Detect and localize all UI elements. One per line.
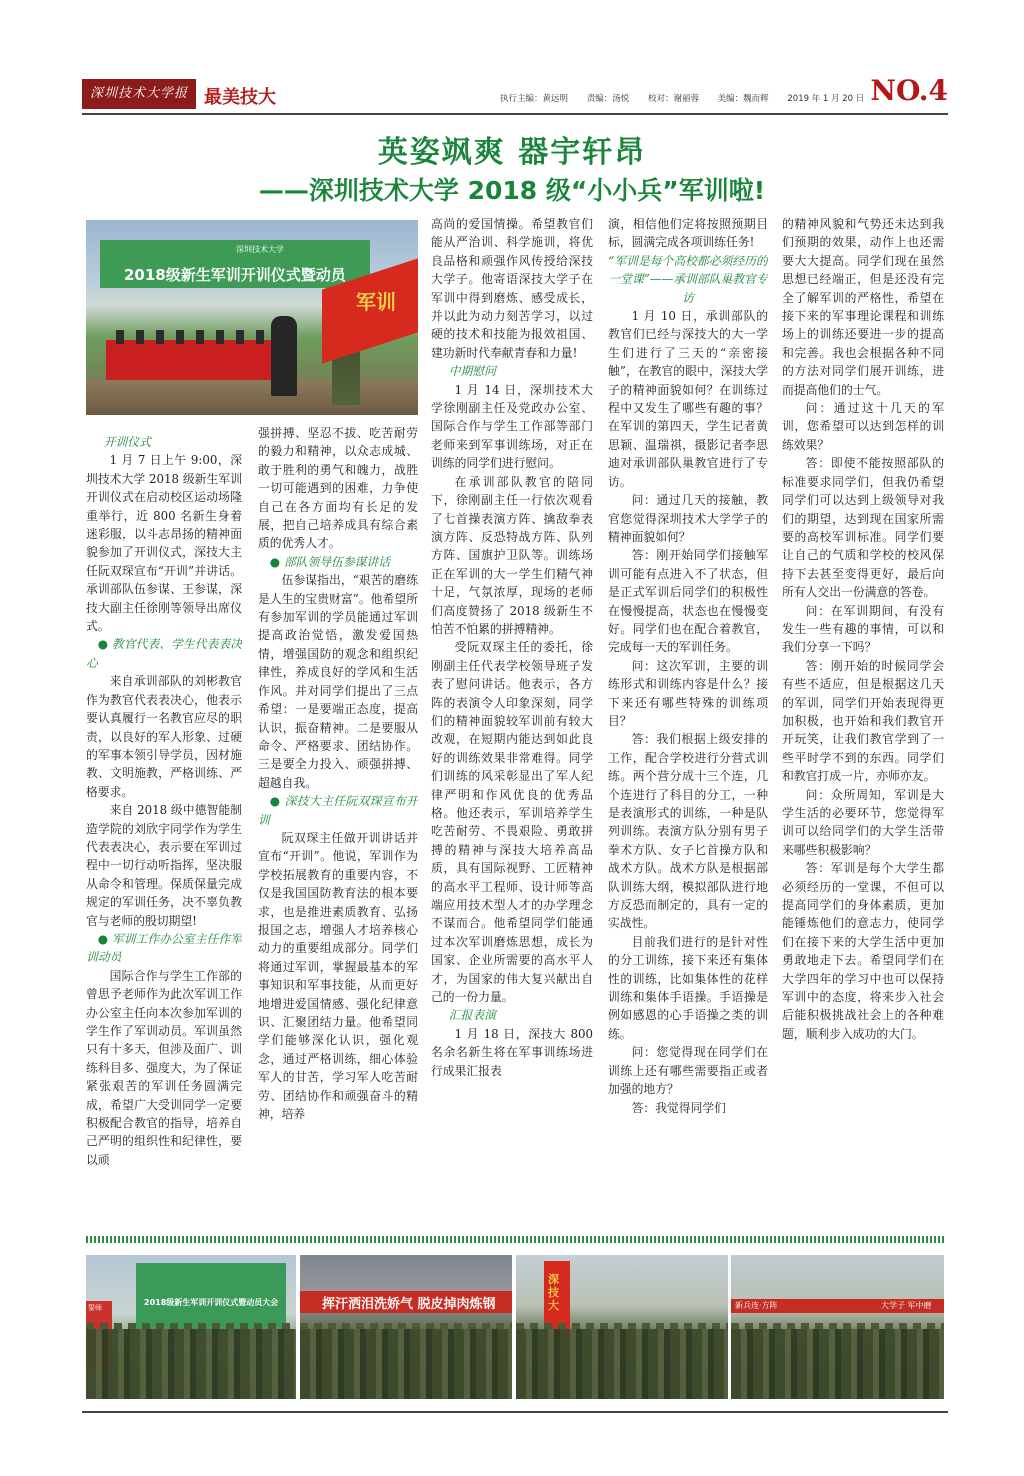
photo-board-text: 2018级新生军训开训仪式暨动员大会 — [144, 1298, 279, 1307]
bullet-dot-icon: ● — [97, 637, 109, 652]
paragraph: 目前我们进行的是针对性的分工训练，接下来还有集体性的训练，比如集体性的花样训练和集体手语操。手语操是例如感恩的心手语操之类的训练。 — [608, 934, 768, 1041]
issue-date: 2019 年 1 月 20 日 — [787, 94, 865, 104]
subheading-text: 教官代表、学生代表表决心 — [86, 637, 242, 670]
paragraph: 受阮双琛主任的委托，徐刚副主任代表学校领导班子发表了慰问讲话。他表示，各方阵的表演令人印象深刻，同学们的精神面貌较军训前有较大改观，在短期内能达到如此良好的训练效果非常难得。同学们训练的风采彰显出了军人纪律严明和作风优良的优秀品格。他还表示，军训培养学生吃苦耐劳、不畏艰险、勇敢拼搏的精神与深技大培养高品质，具有国际视野、工匠精神的高水平工程师、设计师等高端应用技术型人才的办学理念不谋而合。他希望同学们能通过本次军训磨炼思想，成长为国家、企业所需要的高水平人才，为国家的伟大复兴献出自己的一份力量。 — [431, 640, 593, 1005]
subheading-text: 汇报表演 — [448, 1008, 496, 1023]
article-column-3 — [431, 215, 593, 1235]
paragraph: 来自承训部队的刘彬教官作为教官代表表决心，他表示要认真履行一名教官应尽的职责，以良好的军人形象、过硬的军事本领引导学员，因材施教、文明施教，严格训练、严格要求。 — [86, 674, 242, 799]
subheading — [86, 930, 242, 967]
paragraph: 在承训部队教官的陪同下，徐刚副主任一行依次观看了七首操表演方阵、擒敌拳表演方阵、反恐特战方阵、队列方阵、国旗护卫队等。训练场正在军训的大一学生们精气神十足，气氛浓厚，现场的老师们高度赞扬了 2018 级新生不怕苦不怕累的拼搏精神。 — [431, 474, 593, 636]
paragraph: 答：我觉得同学们 — [631, 1100, 726, 1115]
paragraph: 问：在军训期间，有没有发生一些有趣的事情，可以和我们分享一下吗？ — [782, 603, 944, 655]
photo-stage-banner — [100, 240, 370, 288]
paragraph: 问：您觉得现在同学们在训练上还有哪些需要指正或者加强的地方？ — [608, 1045, 768, 1097]
photo-speaker-figure — [271, 316, 297, 396]
photo-crowd — [86, 1329, 296, 1399]
subheading — [431, 362, 593, 380]
paragraph: 演，相信他们定将按照预期目标，圆满完成各项训练任务! — [608, 217, 768, 250]
section-title: 最美技大 — [204, 87, 276, 108]
article-column-1 — [86, 433, 242, 1233]
paragraph: 答：军训是每个大学生都必须经历的一堂课，不但可以提高同学们的身体素质，更加能锤炼他们的意志力，使同学们在接下来的大学生活中更加勇敢地走下去。希望同学们在大学四年的学习中也可以保持军训中的态度，将来步入社会后能积极挑战社会上的各种难题，顺利步入成功的大门。 — [782, 861, 944, 1041]
photo-field-formation — [731, 1255, 944, 1399]
credit-editor: 执行主编：黄远明 — [500, 94, 569, 104]
paragraph: 伍参谋指出，“艰苦的磨练是人生的宝贵财富”。他希望所有参加军训的学员能通过军训提高政治觉悟，激发爱国热情，增强国防的观念和组织纪律性，养成良好的学风和生活作风。并对同学们提出了三点希望：一是要端正态度，提高认识，振奋精神。二是要服从命令、严格要求、团结协作。三是要全力投入、顽强拼搏、超越自我。 — [258, 573, 418, 790]
subheading — [86, 635, 242, 672]
photo-sign-text: 新兵连·方阵 — [735, 1301, 778, 1310]
masthead — [82, 76, 948, 112]
subheading-text: 中期慰问 — [448, 364, 496, 379]
paragraph: 国际合作与学生工作部的曾思予老师作为此次军训工作办公室主任向本次参加军训的学生作了军训动员。军训虽然只有十多天，但涉及面广、训练科目多、强度大，为了保证紧张艰苦的军训任务圆满完成，希望广大受训同学一定要积极配合教官的指导，培养自己严明的组织性和纪律性，要以顽 — [86, 968, 242, 1167]
photo-flag-text: 军训 — [356, 290, 396, 314]
page-number: NO.4 — [870, 74, 948, 107]
paragraph: 答：即使不能按照部队的标准要求同学们，但我仍希望同学们可以达到上级领导对我们的期望，达到现在国家所需要的高校军训标准。同学们要让自己的气质和学校的校风保持下去甚至变得更好，最后向所有人交出一份满意的答卷。 — [782, 456, 944, 600]
photo-slogan-text: 挥汗洒泪洗娇气 脱皮掉肉炼钢 — [322, 1297, 496, 1312]
subheading — [258, 792, 418, 829]
credit-responsible: 责编：汤悦 — [586, 94, 630, 104]
photo-crowd — [300, 1329, 512, 1399]
paragraph: 答：我们根据上级安排的工作，配合学校进行分营式训练。两个营分成十三个连，几个连进行了科目的分工，一种是表演形式的训练，一种是队列训练。表演方队分别有男子拳术方队、女子匕首操方队和战术方队。战术方队是根据部队训练大纲，模拟部队进行地方反恐而制定的，具有一定的实战性。 — [608, 732, 768, 931]
paragraph: 问：众所周知，军训是大学生活的必要环节，您觉得军训可以给同学们的大学生活带来哪些积极影响？ — [782, 787, 944, 857]
subheading-text: 军训工作办公室主任作军训动员 — [86, 931, 242, 965]
credit-art: 美编：魏而辉 — [717, 94, 769, 104]
photo-flag-formation — [516, 1255, 728, 1399]
top-divider — [82, 113, 948, 115]
credits-line — [500, 92, 880, 104]
subheading — [431, 1006, 593, 1024]
article-column-5 — [782, 215, 944, 1235]
photo-saluting-students — [300, 1255, 512, 1399]
paragraph: 1 月 10 日，承训部队的教官们已经与深技大的大一学生们进行了三天的“亲密接触”，在教官的眼中，深技大学子的精神面貌如何？在训练过程中又发生了哪些有趣的事？在军训的第四天，学生记者黄思颖、温瑞祺，摄影记者李思迪对承训部队巢教官进行了专访。 — [608, 309, 768, 489]
photo-banner-small-text: 深圳技术大学 — [236, 245, 284, 254]
subheading-text: 部队领导伍参谋讲话 — [283, 554, 391, 569]
photo-crowd — [731, 1329, 944, 1399]
photo-sign-text-2: 大学子 军中磨 — [881, 1301, 932, 1310]
newspaper-logo: 深圳技术大学报 — [82, 79, 196, 109]
photo-opening-ceremony — [86, 220, 418, 415]
paragraph: 1 月 7 日上午 9:00，深圳技术大学 2018 级新生军训开训仪式在启动校区运动场隆重举行，近 800 名新生身着迷彩服，以斗志昂扬的精神面貌参加了开训仪式，深技大主任阮双琛宣布“开训”并讲话。承训部队伍参谋、王参谋，深技大副主任徐刚等领导出席仪式。 — [86, 453, 242, 634]
subheadline: ——深圳技术大学 2018 级“小小兵”军训啦! — [258, 176, 766, 205]
subheading-text: 开训仪式 — [103, 435, 151, 449]
headline: 英姿飒爽 器宇轩昂 — [377, 135, 647, 170]
photo-side-banner-text: 誓师 — [88, 1304, 102, 1312]
paragraph: 问：这次军训，主要的训练形式和训练内容是什么？接下来还有哪些特殊的训练项目？ — [608, 658, 768, 728]
bottom-divider — [82, 1411, 948, 1413]
subheading — [258, 553, 418, 571]
article-column-4 — [608, 215, 768, 1235]
bullet-dot-icon: ● — [269, 794, 281, 809]
paragraph: 的精神风貌和气势还未达到我们预期的效果，动作上也还需要大大提高。同学们现在虽然思想已经端正，但是还没有完全了解军训的严格性，希望在接下来的军事理论课程和训练场上的训练还要进一步的提高和完善。我也会根据各种不同的方法对同学们展开训练，进而提高他们的士气。 — [782, 217, 944, 397]
subheading — [86, 433, 242, 451]
paragraph: 阮双琛主任做开训讲话并宣布“开训”。他说，军训作为学校拓展教育的重要内容，不仅是我国国防教育法的根本要求，也是推进素质教育、弘扬报国之志，增强人才培养核心动力的重要组成部分。同学们将通过军训，掌握最基本的军事知识和军事技能，从而更好地增进爱国情感、强化纪律意识、汇聚团结力量。他希望同学们能够深化认识，强化观念，通过严格训练，细心体验军人的甘苦，学习军人吃苦耐劳、团结协作和顽强奋斗的精神，培养 — [258, 830, 418, 1122]
photo-mobilization-meeting — [86, 1255, 296, 1399]
paragraph: 来自 2018 级中德智能制造学院的刘欣宇同学作为学生代表表决心，表示要在军训过程中一切行动听指挥，坚决服从命令和管理。保质保量完成规定的军训任务，决不辜负教官与老师的殷切期望! — [86, 803, 242, 928]
paragraph: 1 月 18 日，深技大 800 名余名新生将在军事训练场进行成果汇报表 — [431, 1026, 593, 1078]
bullet-dot-icon: ● — [269, 554, 281, 569]
paragraph: 问：通过几天的接触，教官您觉得深圳技术大学学子的精神面貌如何？ — [608, 493, 768, 544]
photo-banner-text: 2018级新生军训开训仪式暨动员 — [124, 266, 346, 284]
interview-subheading: “军训是每个高校都必须经历的一堂课”——承训部队巢教官专访 — [608, 253, 768, 305]
bullet-dot-icon: ● — [97, 931, 109, 946]
photo-ground — [86, 380, 418, 415]
paragraph: 答：刚开始同学们接触军训可能有点进入不了状态，但是正式军训后同学们的积极性在慢慢提高，状态也在慢慢变好。同学们也在配合着教官，完成每一天的军训任务。 — [608, 548, 768, 655]
article-column-2 — [258, 424, 418, 1234]
subheading-text: 深技大主任阮双琛宣布开训 — [258, 794, 418, 827]
paragraph: 高尚的爱国情操。希望教官们能从严治训、科学施训，将优良品格和顽强作风传授给深技大学子。他寄语深技大学子在军训中得到磨炼、感受成长，并以此为动力刻苦学习，以过硬的技术和技能为报效祖国、建功新时代奉献青春和力量! — [431, 217, 593, 360]
paragraph: 1 月 14 日，深圳技术大学徐刚副主任及党政办公室、国际合作与学生工作部等部门老师来到军事训练场，对正在训练的同学们进行慰问。 — [431, 382, 593, 471]
paragraph: 问：通过这十几天的军训，您希望可以达到怎样的训练效果？ — [782, 401, 944, 452]
paragraph: 答：刚开始的时候同学会有些不适应，但是根据这几天的军训，同学们开始表现得更加积极，也开始和我们教官开开玩笑，让我们教官学到了一些平时学不到的东西。同学们和教官打成一片，亦师亦友。 — [782, 658, 944, 784]
photo-seated-guests — [116, 330, 276, 344]
paragraph: 强拼搏、坚忍不拔、吃苦耐劳的毅力和精神，以众志成城、敢于胜利的勇气和魄力，战胜一切可能遇到的困难，力争使自己在各方面均有长足的发展，把自己培养成具有综合素质的优秀人才。 — [258, 426, 418, 551]
dotted-divider — [86, 1236, 944, 1243]
credit-proof: 校对：谢丽蓉 — [647, 94, 699, 104]
photo-red-table — [106, 340, 281, 380]
photo-flag-text: 深技大 — [548, 1273, 559, 1312]
photo-crowd — [516, 1329, 728, 1399]
